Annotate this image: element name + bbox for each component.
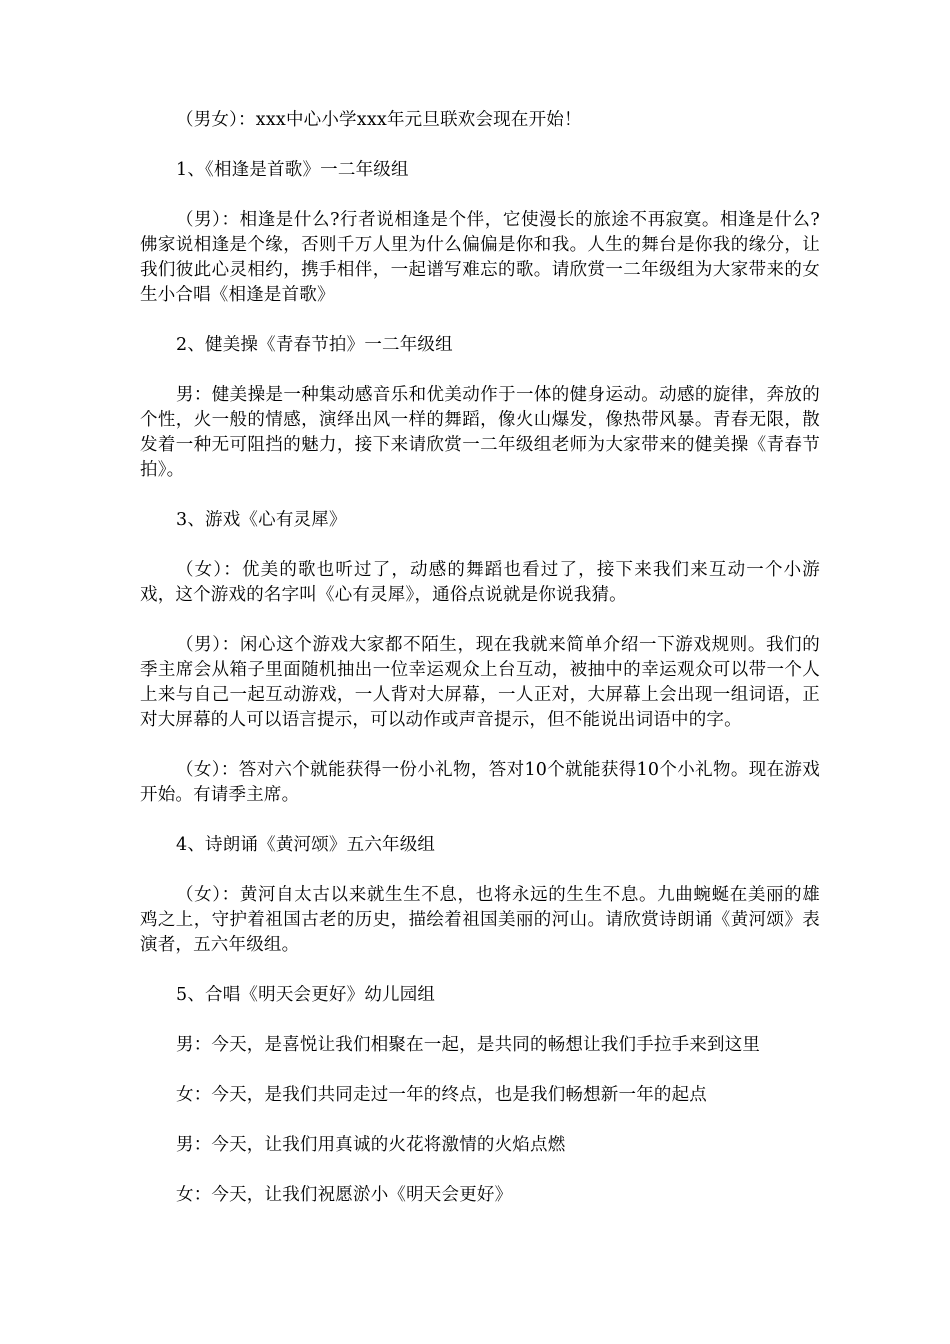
opening-line: （男女）：xxx中心小学xxx年元旦联欢会现在开始！	[176, 110, 582, 130]
host-line-female: 女：今天，是我们共同走过一年的终点，也是我们畅想新一年的起点	[176, 1085, 707, 1105]
host-line-female: （女）：优美的歌也听过了，动感的舞蹈也看过了，接下来我们来互动一个小游戏，这个游戏的名字叫《心有灵犀》，通俗点说就是你说我猜。	[140, 560, 820, 605]
program-heading-1: 1、《相逢是首歌》一二年级组	[176, 160, 409, 180]
host-line-male: （男）：闲心这个游戏大家都不陌生，现在我就来简单介绍一下游戏规则。我们的季主席会从箱子里面随机抽出一位幸运观众上台互动，被抽中的幸运观众可以带一个人上来与自己一起互动游戏，一人背对大屏幕，一人正对，大屏幕上会出现一组词语，正对大屏幕的人可以语言提示，可以动作或声音提示，但不能说出词语中的字。	[140, 635, 820, 730]
host-line-male: （男）：相逢是什么?行者说相逢是个伴，它使漫长的旅途不再寂寞。相逢是什么?佛家说相逢是个缘，否则千万人里为什么偏偏是你和我。人生的舞台是你我的缘分，让我们彼此心灵相约，携手相伴，一起谱写难忘的歌。请欣赏一二年级组为大家带来的女生小合唱《相逢是首歌》	[140, 210, 820, 305]
program-heading-3: 3、游戏《心有灵犀》	[176, 510, 347, 530]
host-line-female: （女）：答对六个就能获得一份小礼物，答对10个就能获得10个小礼物。现在游戏开始。有请季主席。	[140, 760, 820, 805]
host-line-male: 男：健美操是一种集动感音乐和优美动作于一体的健身运动。动感的旋律，奔放的个性，火一般的情感，演绎出风一样的舞蹈，像火山爆发，像热带风暴。青春无限，散发着一种无可阻挡的魅力，接下来请欣赏一二年级组老师为大家带来的健美操《青春节拍》。	[140, 385, 820, 480]
program-heading-4: 4、诗朗诵《黄河颂》五六年级组	[176, 835, 436, 855]
host-line-female: 女：今天，让我们祝愿淤小《明天会更好》	[176, 1185, 513, 1205]
program-heading-2: 2、健美操《青春节拍》一二年级组	[176, 335, 453, 355]
host-line-male: 男：今天，是喜悦让我们相聚在一起，是共同的畅想让我们手拉手来到这里	[176, 1035, 761, 1055]
program-heading-5: 5、合唱《明天会更好》幼儿园组	[176, 985, 436, 1005]
host-line-male: 男：今天，让我们用真诚的火花将激情的火焰点燃	[176, 1135, 566, 1155]
host-line-female: （女）：黄河自太古以来就生生不息，也将永远的生生不息。九曲蜿蜒在美丽的雄鸡之上，守护着祖国古老的历史，描绘着祖国美丽的河山。请欣赏诗朗诵《黄河颂》表演者，五六年级组。	[140, 885, 820, 955]
document-body	[140, 108, 820, 1233]
